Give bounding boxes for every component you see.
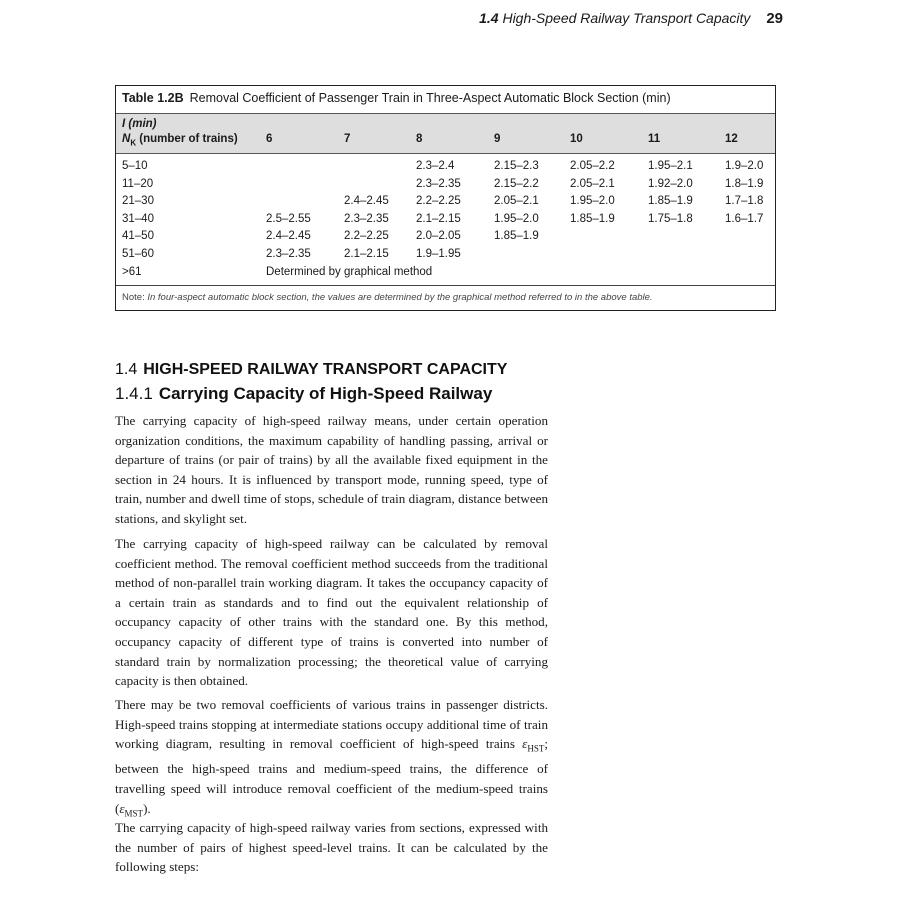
page-number: 29 <box>766 10 783 27</box>
table-cell: 1.95–2.0 <box>570 195 615 208</box>
table-cell: 1.95–2.1 <box>648 160 693 172</box>
table-cell: 2.1–2.15 <box>416 212 461 225</box>
subsection-title: Carrying Capacity of High-Speed Railway <box>158 384 493 403</box>
table-row <box>116 266 775 283</box>
table-cell: 1.7–1.8 <box>725 195 764 208</box>
table-header-interval: I (min) <box>122 118 157 130</box>
subsection-heading-1-4-1 <box>115 384 492 404</box>
table-cell: 1.75–1.8 <box>648 212 693 225</box>
table-row <box>116 160 775 177</box>
paragraph-3-part-a: There may be two removal coefficients of various trains in passenger districts. High-speed trains stopping at intermediate stations occupy additional time of train working diagram, resulting in removal coefficient of high-speed trains <box>115 697 548 752</box>
header-suffix: (number of trains) <box>136 133 238 145</box>
table-cell: 1.8–1.9 <box>725 177 764 190</box>
table-cell: 1.92–2.0 <box>648 177 693 190</box>
table-cell: 2.15–2.3 <box>494 160 539 172</box>
running-head-section-title: High-Speed Railway Transport Capacity <box>502 10 751 26</box>
paragraph-2: The carrying capacity of high-speed railway can be calculated by removal coefficient method. The removal coefficient method succeeds from the traditional method of non-parallel train working diagram. It takes the occupancy capacity of a certain train as standards and to find out the equivalent relationship of occupancy capacity of other trains with the standard one. By this method, occupancy capacity of different type of trains is converted into number of standard train by normalization processing; the theoretical value of carrying capacity is then obtained. <box>115 536 548 689</box>
header-subscript: K <box>130 138 137 148</box>
row-label: 21–30 <box>122 195 154 208</box>
table-cell: 1.9–1.95 <box>416 248 461 260</box>
column-header-6: 6 <box>266 133 273 145</box>
removal-coefficient-table <box>115 85 776 311</box>
table-note-divider <box>116 285 775 286</box>
table-row <box>116 230 775 247</box>
table-cell: 2.3–2.35 <box>266 248 311 260</box>
table-caption <box>122 91 671 105</box>
table-cell: 1.85–1.9 <box>570 212 615 225</box>
row-label: 31–40 <box>122 212 154 225</box>
table-cell: 2.4–2.45 <box>266 230 311 243</box>
paragraph-1: The carrying capacity of high-speed railway means, under certain operation organization conditions, the maximum capability of handling passing, arrival or departure of trains (or pair of trains) by all the available fixed equipment in the section in 24 hours. It is influenced by transport mode, running speed, type of train, number and dwell time of stops, schedule of train diagram, distance between stations, and skylight set. <box>115 413 548 526</box>
table-cell: 1.95–2.0 <box>494 212 539 225</box>
table-note <box>122 292 653 303</box>
running-head-section-number: 1.4 <box>479 10 499 26</box>
table-cell: 1.6–1.7 <box>725 212 764 225</box>
paragraph-3-part-b: ; between the high-speed trains and medium-speed trains, the difference of travelling speed will introduce removal coefficient of the medium-speed trains ( <box>115 736 548 816</box>
table-cell: 2.3–2.35 <box>344 212 389 225</box>
running-head <box>479 10 783 27</box>
table-cell: 1.85–1.9 <box>494 230 539 243</box>
paragraph-4: The carrying capacity of high-speed railway varies from sections, expressed with the number of pairs of highest speed-level trains. It can be calculated by the following steps: <box>115 820 548 875</box>
table-caption-text: Removal Coefficient of Passenger Train in Three-Aspect Automatic Block Section (min) <box>189 91 671 105</box>
table-cell: 1.85–1.9 <box>648 195 693 208</box>
column-header-8: 8 <box>416 133 423 145</box>
row-label: 11–20 <box>122 177 154 190</box>
table-row <box>116 178 775 195</box>
table-cell: 2.3–2.4 <box>416 160 455 172</box>
epsilon-symbol-hst: ε <box>522 736 528 752</box>
table-cell: Determined by graphical method <box>266 265 433 278</box>
header-symbol: N <box>122 133 131 145</box>
row-label: 5–10 <box>122 160 148 172</box>
subscript-hst: HST <box>527 743 545 754</box>
paragraph-3 <box>115 695 548 824</box>
epsilon-symbol-mst: ε <box>119 800 125 816</box>
table-cell: 2.3–2.35 <box>416 177 461 190</box>
table-row <box>116 195 775 212</box>
row-label: 41–50 <box>122 230 154 243</box>
column-header-12: 12 <box>725 133 738 145</box>
column-header-11: 11 <box>648 133 661 145</box>
note-prefix: Note: <box>122 292 145 303</box>
column-header-9: 9 <box>494 133 501 145</box>
table-cell: 2.15–2.2 <box>494 177 539 190</box>
table-cell: 2.1–2.15 <box>344 248 389 260</box>
table-cell: 2.5–2.55 <box>266 212 311 225</box>
paragraph-3-part-c: ). <box>143 800 151 816</box>
table-row <box>116 248 775 265</box>
table-cell: 2.05–2.2 <box>570 160 615 172</box>
table-cell: 2.0–2.05 <box>416 230 461 243</box>
table-label: Table 1.2B <box>122 91 184 105</box>
table-cell: 1.9–2.0 <box>725 160 764 172</box>
subsection-number: 1.4.1 <box>115 384 153 403</box>
section-number: 1.4 <box>115 361 138 378</box>
table-header-number-of-trains <box>122 133 238 147</box>
row-label: >61 <box>122 265 142 278</box>
column-header-10: 10 <box>570 133 583 145</box>
table-cell: 2.4–2.45 <box>344 195 389 208</box>
column-header-7: 7 <box>344 133 351 145</box>
table-cell: 2.2–2.25 <box>344 230 389 243</box>
row-label: 51–60 <box>122 248 154 260</box>
section-title: HIGH-SPEED RAILWAY TRANSPORT CAPACITY <box>143 361 508 378</box>
section-heading-1-4 <box>115 361 507 379</box>
note-text: In four-aspect automatic block section, the values are determined by the graphical method referred to in the above table. <box>147 292 653 303</box>
subscript-mst: MST <box>124 808 144 819</box>
table-cell: 2.05–2.1 <box>494 195 539 208</box>
table-row <box>116 213 775 230</box>
table-cell: 2.2–2.25 <box>416 195 461 208</box>
table-cell: 2.05–2.1 <box>570 177 615 190</box>
